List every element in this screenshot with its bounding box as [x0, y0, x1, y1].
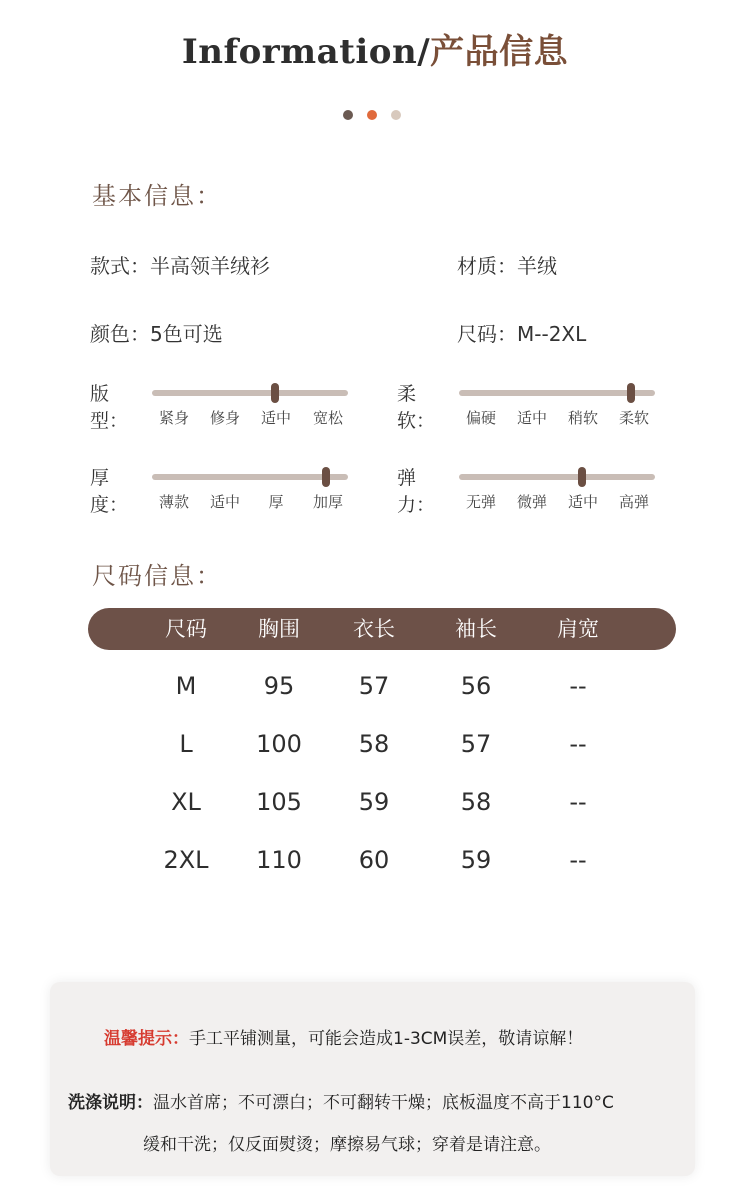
- slider-tick: 柔软: [618, 409, 649, 427]
- table-cell: --: [569, 730, 587, 758]
- basic-info-title: 基本信息：: [92, 182, 222, 210]
- slider-tick: 厚: [268, 493, 284, 511]
- table-cell: 100: [256, 730, 302, 758]
- header-size: 尺码: [165, 617, 207, 641]
- slider-track: [152, 474, 348, 480]
- slider-tick: 薄款: [158, 493, 189, 511]
- slider-tick: 适中: [260, 409, 291, 427]
- warm-tip-text: 手工平铺测量，可能会造成1-3CM误差，敬请谅解！: [189, 1029, 584, 1049]
- dot-2: [367, 110, 377, 120]
- warm-tip: [104, 1024, 583, 1049]
- dot-1: [343, 110, 353, 120]
- table-cell: 110: [256, 846, 302, 874]
- slider-track: [459, 474, 655, 480]
- dot-3: [391, 110, 401, 120]
- material-label: 材质：: [457, 254, 517, 278]
- wash-label: 洗涤说明：: [68, 1093, 153, 1113]
- table-cell: --: [569, 846, 587, 874]
- table-cell: 58: [358, 730, 390, 758]
- slider-label: 版型：: [90, 383, 129, 432]
- header-chest: 胸围: [258, 617, 300, 641]
- slider-track: [152, 390, 348, 396]
- slider-label: 厚度：: [90, 467, 129, 516]
- table-cell: L: [179, 730, 193, 758]
- slider-knob: [578, 467, 586, 487]
- slider-tick: 稍软: [567, 409, 598, 427]
- size-label: 尺码：: [457, 322, 517, 346]
- style-info: [90, 250, 270, 279]
- slider-tick: 无弹: [465, 493, 496, 511]
- table-cell: 56: [460, 672, 492, 700]
- slider-tick: 高弹: [618, 493, 649, 511]
- tips-box: [50, 982, 695, 1176]
- header-shoulder: 肩宽: [557, 617, 599, 641]
- material-value: 羊绒: [517, 254, 557, 278]
- slider-knob: [271, 383, 279, 403]
- slider-tick: 宽松: [312, 409, 343, 427]
- slider-track: [459, 390, 655, 396]
- slider-tick: 微弹: [516, 493, 547, 511]
- table-cell: 59: [460, 846, 492, 874]
- table-cell: 59: [358, 788, 390, 816]
- slider-label: 弹力：: [397, 467, 436, 516]
- color-info: [90, 318, 223, 347]
- title-chinese: 产品信息: [430, 32, 569, 72]
- style-label: 款式：: [90, 254, 150, 278]
- wash-text-1: 温水首席；不可漂白；不可翻转干燥；底板温度不高于110°C: [153, 1093, 614, 1113]
- color-value: 5色可选: [150, 322, 223, 346]
- style-value: 半高领羊绒衫: [150, 254, 270, 278]
- header-sleeve: 袖长: [455, 617, 497, 641]
- table-cell: 105: [256, 788, 302, 816]
- size-table-header: [88, 608, 676, 650]
- slider-tick: 适中: [516, 409, 547, 427]
- slider-tick: 加厚: [312, 493, 343, 511]
- slider-tick: 修身: [209, 409, 240, 427]
- title-english: Information/: [181, 32, 431, 72]
- wash-instructions: [68, 1088, 614, 1113]
- slider-tick: 偏硬: [465, 409, 496, 427]
- slider-knob: [627, 383, 635, 403]
- table-cell: 95: [263, 672, 295, 700]
- table-cell: 57: [460, 730, 492, 758]
- table-cell: --: [569, 788, 587, 816]
- size-range-info: [457, 318, 586, 347]
- warm-tip-label: 温馨提示：: [104, 1029, 189, 1049]
- table-cell: M: [175, 672, 197, 700]
- table-cell: XL: [171, 788, 201, 816]
- slider-tick: 适中: [567, 493, 598, 511]
- size-info-title: 尺码信息：: [92, 562, 222, 590]
- slider-tick: 适中: [209, 493, 240, 511]
- material-info: [457, 250, 557, 279]
- color-label: 颜色：: [90, 322, 150, 346]
- table-cell: 58: [460, 788, 492, 816]
- header-length: 衣长: [353, 617, 395, 641]
- carousel-dots: [343, 110, 407, 122]
- size-value: M--2XL: [517, 322, 587, 346]
- table-cell: 60: [358, 846, 390, 874]
- table-cell: 2XL: [163, 846, 209, 874]
- table-cell: 57: [358, 672, 390, 700]
- slider-label: 柔软：: [397, 383, 436, 432]
- slider-tick: 紧身: [158, 409, 189, 427]
- slider-knob: [322, 467, 330, 487]
- table-cell: --: [569, 672, 587, 700]
- page-title: [0, 30, 750, 74]
- wash-instructions-cont: 缓和干洗；仅反面熨烫；摩擦易气球；穿着是请注意。: [143, 1135, 551, 1155]
